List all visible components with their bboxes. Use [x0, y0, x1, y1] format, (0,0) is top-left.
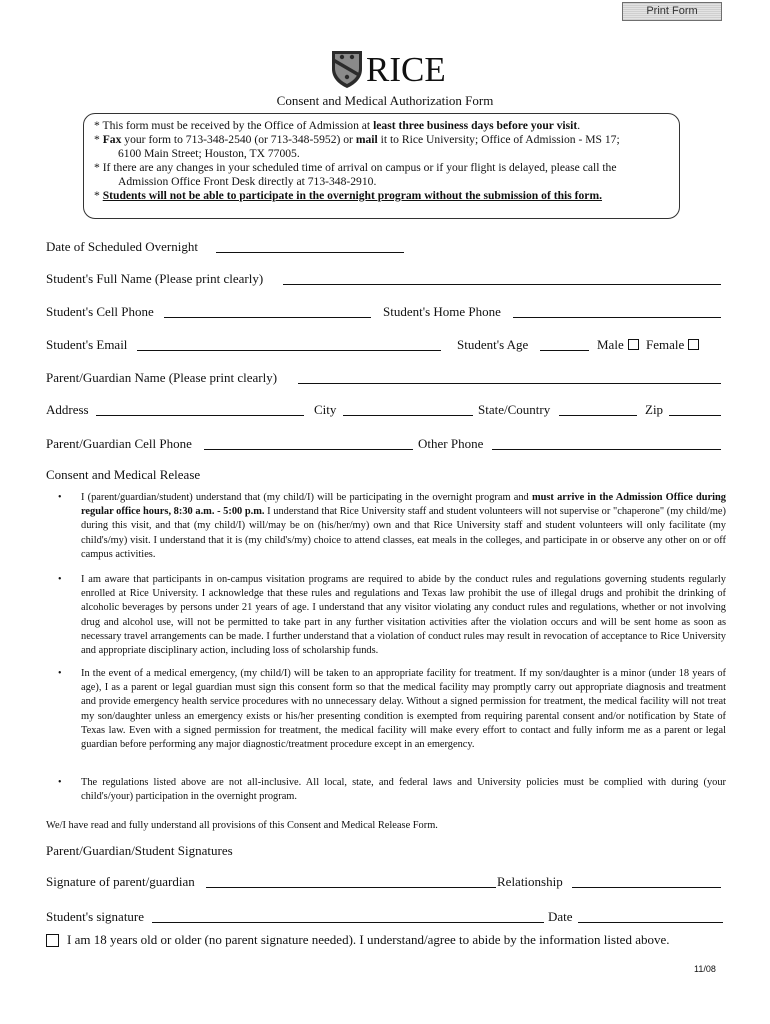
female-label: Female [645, 337, 685, 352]
parent-signature-label: Signature of parent/guardian [46, 874, 195, 889]
notice-text: * If there are any changes in your scheduled time of arrival on campus or if your flight is delayed, please call the [94, 161, 617, 174]
date-label: Date [548, 909, 573, 924]
city-field[interactable] [343, 415, 473, 416]
date-overnight-label: Date of Scheduled Overnight [46, 239, 198, 254]
form-version: 11/08 [694, 964, 716, 974]
state-label: State/Country [478, 402, 551, 417]
adult-check-label: I am 18 years old or older (no parent signature needed). I understand/agree to abide by the information listed above. [67, 932, 670, 947]
notice-text: * [94, 189, 103, 202]
city-label: City [314, 402, 337, 417]
rice-wordmark: RICE [366, 49, 446, 89]
notice-text: it to Rice University; Office of Admission - MS 17; [377, 133, 620, 146]
date-overnight-field[interactable] [216, 252, 404, 253]
notice-address: 6100 Main Street; Houston, TX 77005. [118, 147, 300, 160]
notice-warning: Students will not be able to participate in the overnight program without the submission of this form. [102, 189, 603, 202]
male-checkbox[interactable] [628, 339, 639, 350]
bullet-item [58, 491, 726, 562]
adult-checkbox[interactable] [46, 934, 59, 947]
state-field[interactable] [559, 415, 637, 416]
home-phone-field[interactable] [513, 317, 721, 318]
student-signature-field[interactable] [152, 922, 544, 923]
email-label: Student's Email [46, 337, 128, 352]
address-label: Address [46, 402, 89, 417]
male-label: Male [597, 337, 624, 352]
notice-box [83, 113, 680, 219]
parent-name-label: Parent/Guardian Name (Please print clearly) [46, 370, 278, 385]
notice-text: . [577, 119, 581, 132]
bullet-dot: • [58, 574, 62, 585]
bullet-text: I (parent/guardian/student) understand that (my child/I) will be participating in the overnight program and [81, 492, 532, 503]
zip-field[interactable] [669, 415, 721, 416]
notice-text: * This form must be received by the Office of Admission at [94, 119, 374, 132]
cell-phone-label: Student's Cell Phone [46, 304, 154, 319]
rice-shield-icon [330, 49, 364, 89]
signatures-heading: Parent/Guardian/Student Signatures [46, 843, 233, 858]
notice-fax-label: Fax [102, 133, 122, 146]
other-phone-field[interactable] [492, 449, 721, 450]
parent-cell-field[interactable] [204, 449, 413, 450]
age-field[interactable] [540, 350, 589, 351]
consent-heading: Consent and Medical Release [46, 467, 201, 482]
student-name-label: Student's Full Name (Please print clearly) [46, 271, 264, 286]
address-field[interactable] [96, 415, 304, 416]
notice-text: * [94, 133, 103, 146]
notice-text: your form to 713-348-2540 (or 713-348-5952) or [121, 133, 356, 146]
student-name-field[interactable] [283, 284, 721, 285]
parent-signature-field[interactable] [206, 887, 496, 888]
email-field[interactable] [137, 350, 441, 351]
other-phone-label: Other Phone [418, 436, 484, 451]
bullet-text: In the event of a medical emergency, (my child/I) will be taken to an appropriate facility for treatment. If my son/daughter is a minor (under 18 years of age), I as a parent or legal guardian must sign this consent form so that the medical facility may promptly carry out appropriate diagnosis and treatment and provide emergency health service procedures with no unnecessary delay. Without a signed permission for treatment, the medical facility will not treat my son/daughter unless an emergency exists or his/her presenting condition is exempted from requiring parental consent and/or notification by State of Texas law. Even with a signed permission for treatment, the medical facility will make every effort to contact and fully inform me as a parent or legal guardian before performing any major diagnostic/treatment procedure except in an emergency. [81, 668, 726, 751]
gender-group [597, 337, 699, 353]
parent-name-field[interactable] [298, 383, 721, 384]
bullet-dot: • [58, 492, 62, 503]
relationship-field[interactable] [572, 887, 721, 888]
notice-deadline: least three business days before your visit [373, 119, 578, 132]
form-title: Consent and Medical Authorization Form [276, 93, 494, 108]
print-form-button[interactable]: Print Form [622, 2, 722, 21]
bullet-text: I understand that Rice University staff and student volunteers will not supervise or "chaperone" (my child/me) during this visit, and that (my child/I) will/may be on (his/her/my) own and that Rice University staff and student volunteers will only facilitate (my child's/my) visit. I understand that it is (my child's/my) choice to attend classes, eat meals in the colleges, and participate in or observe any other on or off campus activities. [81, 506, 726, 560]
cell-phone-field[interactable] [164, 317, 371, 318]
bullet-item [58, 776, 726, 804]
relationship-label: Relationship [497, 874, 563, 889]
female-checkbox[interactable] [688, 339, 699, 350]
zip-label: Zip [645, 402, 664, 417]
student-signature-label: Student's signature [46, 909, 145, 924]
notice-mail-label: mail [355, 133, 378, 146]
home-phone-label: Student's Home Phone [383, 304, 501, 319]
notice-phone: Admission Office Front Desk directly at 713-348-2910. [118, 175, 377, 188]
acknowledgement-text: We/I have read and fully understand all provisions of this Consent and Medical Release Form. [46, 820, 438, 831]
parent-cell-label: Parent/Guardian Cell Phone [46, 436, 192, 451]
bullet-dot: • [58, 668, 62, 679]
bullet-text: The regulations listed above are not all-inclusive. All local, state, and federal laws and University policies must be complied with during (your child's/your) participation in the overnight program. [81, 777, 726, 803]
bullet-dot: • [58, 777, 62, 788]
age-label: Student's Age [457, 337, 529, 352]
bullet-item [58, 667, 726, 752]
rice-logo [330, 47, 446, 91]
bullet-item [58, 573, 726, 658]
bullet-bold-text: must arrive in the Admission Office during regular office hours, 8:30 a.m. - 5:00 p.m. [81, 492, 726, 518]
date-field[interactable] [578, 922, 723, 923]
bullet-text: I am aware that participants in on-campus visitation programs are required to abide by the conduct rules and regulations governing students regularly enrolled at Rice University. I acknowledge that these rules and regulations and Texas law prohibit the use of illegal drugs and prohibit the drinking of alcoholic beverages by persons under 21 years of age. I understand that any visitor violating any conduct rules and regulations, whether or not involving drug and alcohol use, will not be permitted to take part in any further visitation activities after the violation occurs and will be sent home as soon as necessary travel arrangements can be made. I further understand that a violation of conduct rules may result in revocation of acceptance to Rice University and appropriate disciplinary action, including loss of scholarship funds. [81, 574, 726, 657]
